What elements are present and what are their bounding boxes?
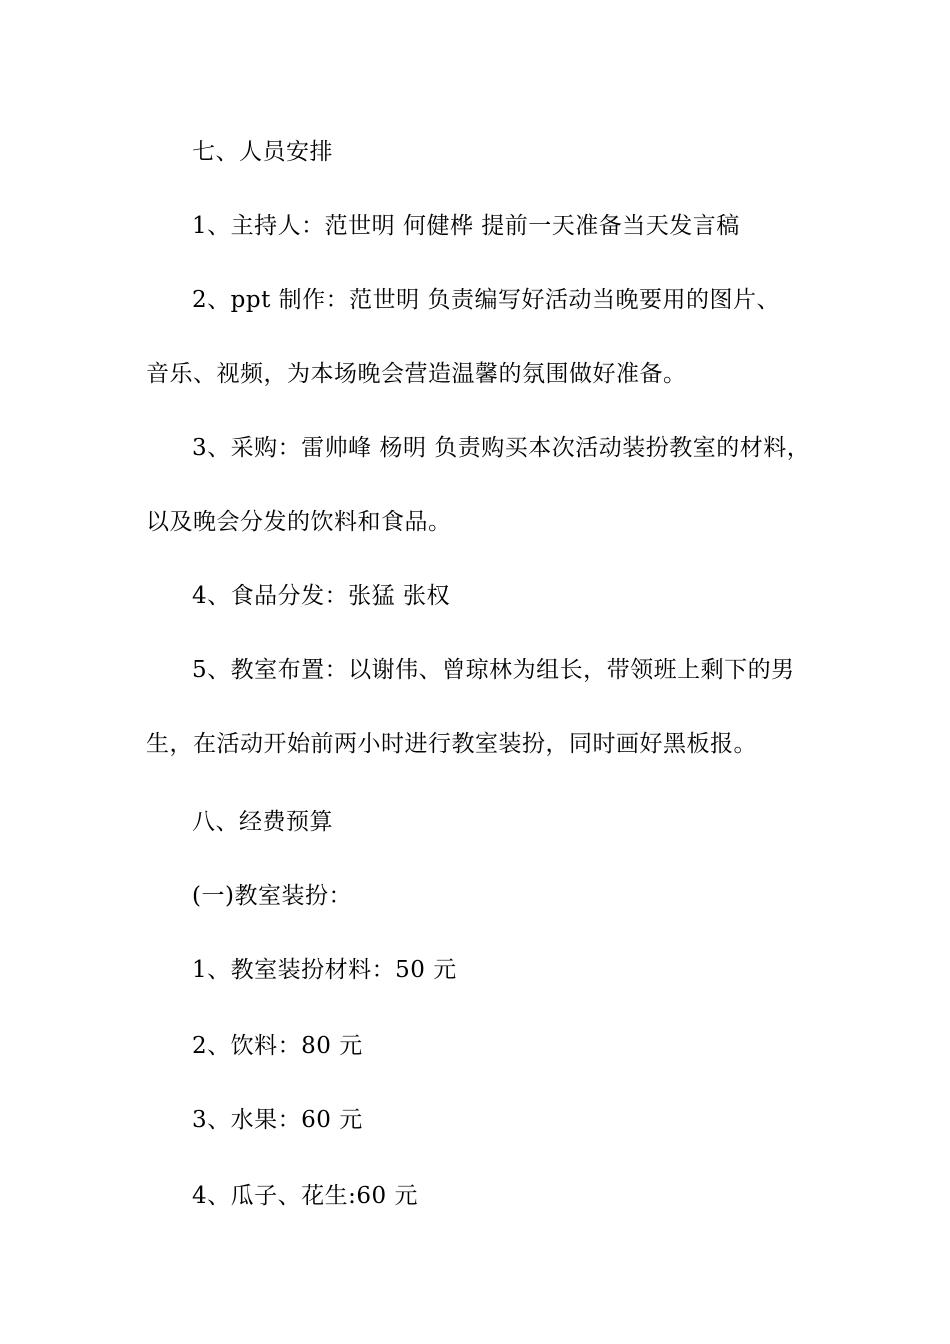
budget-item-fruit: 3、水果：60 元 — [192, 1107, 363, 1133]
budget-item-snacks: 4、瓜子、花生:60 元 — [192, 1183, 418, 1209]
paragraph-purchasing: 3、采购：雷帅峰 杨明 负责购买本次活动装扮教室的材料， — [192, 435, 811, 461]
paragraph-classroom-setup: 5、教室布置：以谢伟、曾琼林为组长，带领班上剩下的男 — [192, 657, 795, 683]
paragraph-food-distribution: 4、食品分发：张猛 张权 — [192, 583, 450, 609]
paragraph-classroom-setup-continued: 生，在活动开始前两小时进行教室装扮，同时画好黑板报。 — [146, 731, 757, 757]
budget-item-drinks: 2、饮料：80 元 — [192, 1033, 363, 1059]
budget-item-materials: 1、教室装扮材料：50 元 — [192, 957, 457, 983]
paragraph-host: 1、主持人：范世明 何健桦 提前一天准备当天发言稿 — [192, 213, 740, 239]
paragraph-ppt-continued: 音乐、视频，为本场晚会营造温馨的氛围做好准备。 — [146, 361, 687, 387]
section-heading-personnel: 七、人员安排 — [192, 139, 333, 165]
paragraph-purchasing-continued: 以及晚会分发的饮料和食品。 — [146, 509, 452, 535]
paragraph-ppt: 2、ppt 制作：范世明 负责编写好活动当晚要用的图片、 — [192, 287, 780, 313]
section-heading-budget: 八、经费预算 — [192, 809, 333, 835]
subheading-classroom-decoration: (一)教室装扮： — [192, 883, 352, 909]
